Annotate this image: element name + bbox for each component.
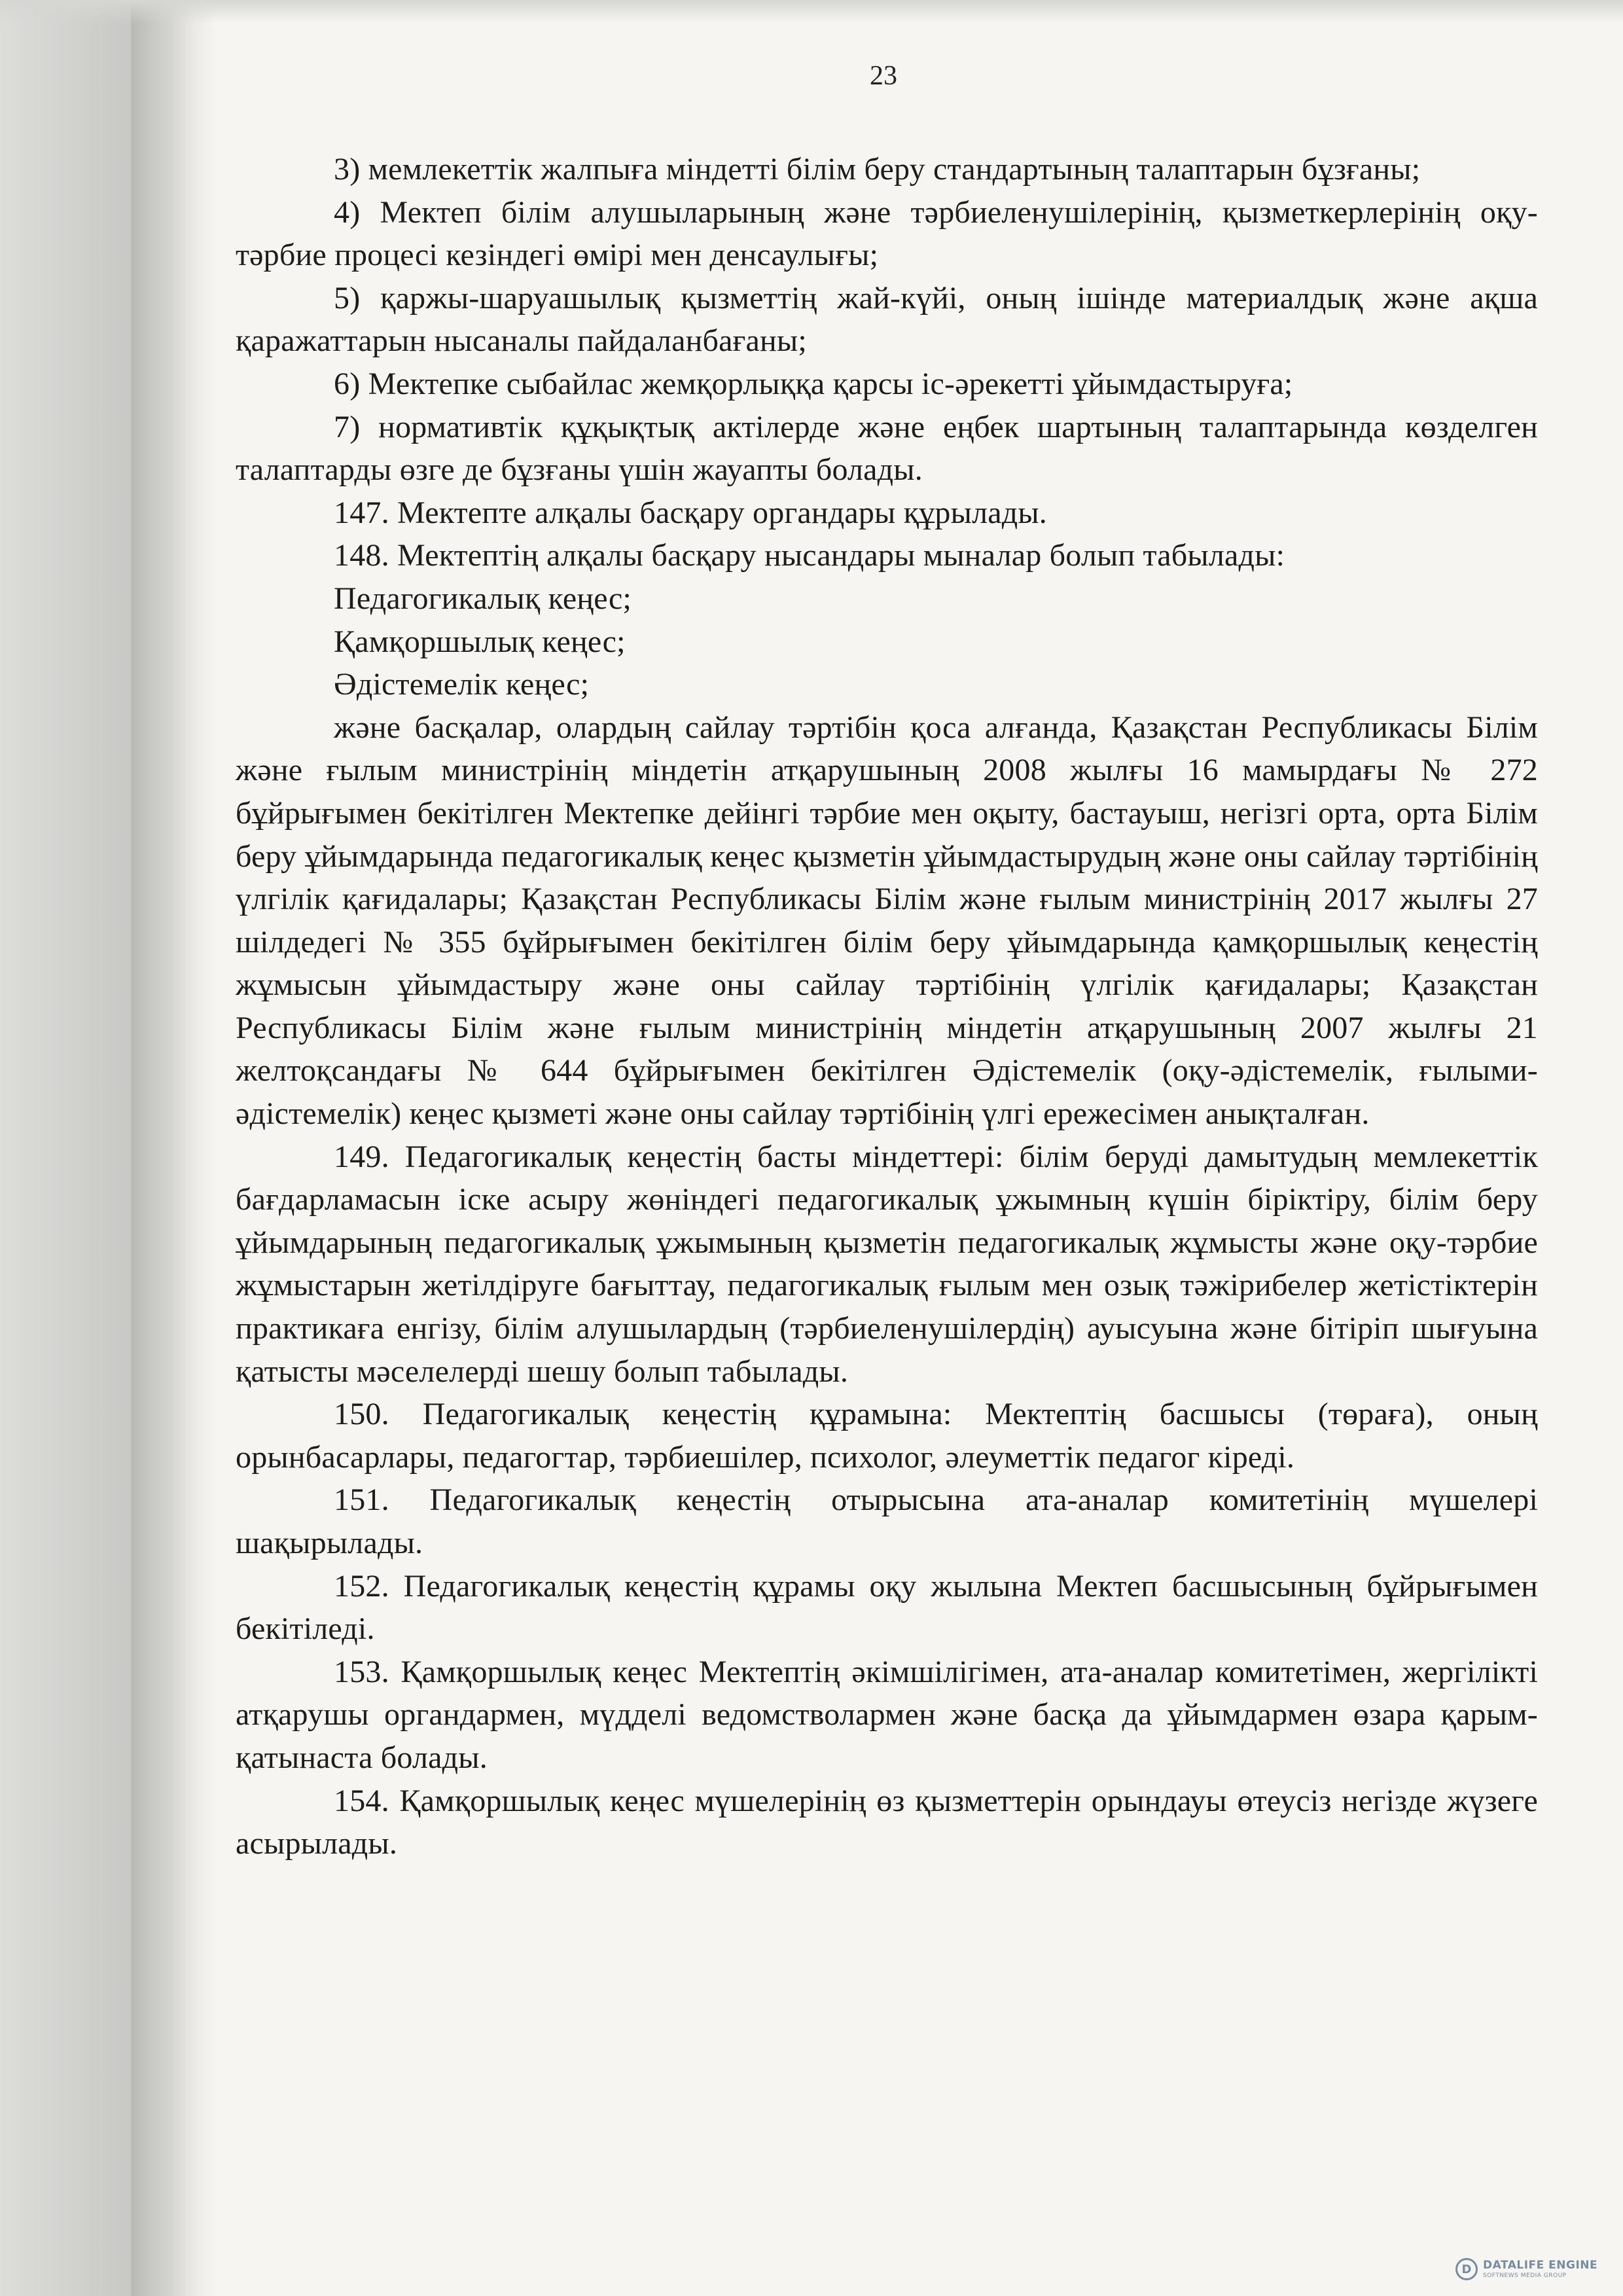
paragraph-151: 151. Педагогикалық кеңестің отырысына ата-аналар комитетінің мүшелері шақырылады.: [236, 1482, 1538, 1560]
document-body: [236, 148, 1538, 1865]
paragraph-item-6: 6) Мектепке сыбайлас жемқорлыққа қарсы іс-әрекетті ұйымдастыруға;: [334, 366, 1293, 401]
paragraph-item-5: 5) қаржы-шаруашылық қызметтің жай-күйі, оның ішінде материалдық және ақша қаражаттарын нысаналы пайдаланбағаны;: [236, 280, 1538, 359]
watermark: [1455, 2254, 1606, 2284]
paragraph-152: 152. Педагогикалық кеңестің құрамы оқу жылына Мектеп басшысының бұйрығымен бекітіледі.: [236, 1568, 1538, 1647]
paragraph-147: 147. Мектепте алқалы басқару органдары құрылады.: [334, 495, 1047, 530]
list-item-methodological-council: Әдістемелік кеңес;: [334, 667, 590, 702]
list-item-pedagogical-council: Педагогикалық кеңес;: [334, 581, 632, 616]
paragraph-148-continuation: және басқалар, олардың сайлау тәртібін қоса алғанда, Қазақстан Республикасы Білім және ғылым министрінің міндетін атқарушының 2008 жылғы 16 мамырдағы № 272 бұйрығымен бекітілген Мектепке дейінгі тәрбие мен оқыту, бастауыш, негізгі орта, орта Білім беру ұйымдарында педагогикалық кеңес қызметін ұйымдастырудың және оны сайлау тәртібінің үлгілік қағидалары; Қазақстан Республикасы Білім және ғылым министрінің 2017 жылғы 27 шілдедегі № 355 бұйрығымен бекітілген білім беру ұйымдарында қамқоршылық кеңестің жұмысын ұйымдастыру және оны сайлау тәртібінің үлгілік қағидалары; Қазақстан Республикасы Білім және ғылым министрінің міндетін атқарушының 2007 жылғы 21 желтоқсандағы № 644 бұйрығымен бекітілген Әдістемелік (оқу-әдістемелік, ғылыми-әдістемелік) кеңес қызметі және оны сайлау тәртібінің үлгі ережесімен анықталған.: [236, 709, 1538, 1132]
paragraph-item-3: 3) мемлекеттік жалпыға міндетті білім беру стандартының талаптарын бұзғаны;: [334, 152, 1421, 187]
watermark-subtitle: SOFTNEWS MEDIA GROUP: [1483, 2272, 1567, 2279]
paragraph-150: 150. Педагогикалық кеңестің құрамына: Мектептің басшысы (төраға), оның орынбасарлары, педагогтар, тәрбиешілер, психолог, әлеуметтік педагог кіреді.: [236, 1397, 1538, 1475]
paragraph-148: 148. Мектептің алқалы басқару нысандары мыналар болып табылады:: [334, 538, 1285, 573]
watermark-title: DATALIFE ENGINE: [1483, 2258, 1598, 2272]
paragraph-item-4: 4) Мектеп білім алушыларының және тәрбиеленушілерінің, қызметкерлерінің оқу-тәрбие процесі кезіндегі өмірі мен денсаулығы;: [236, 194, 1538, 273]
watermark-logo-icon: D: [1455, 2258, 1478, 2280]
watermark-text: [1483, 2260, 1597, 2279]
page-number: 23: [870, 61, 897, 91]
paragraph-153: 153. Қамқоршылық кеңес Мектептің әкімшілігімен, ата-аналар комитетімен, жергілікті атқарушы органдармен, мүдделі ведомстволармен және басқа да ұйымдармен өзара қарым-қатынаста болады.: [236, 1654, 1538, 1775]
paragraph-149: 149. Педагогикалық кеңестің басты міндеттері: білім беруді дамытудың мемлекеттік бағдарламасын іске асыру жөніндегі педагогикалық ұжымның күшін біріктіру, білім беру ұйымдарының педагогикалық ұжымының қызметін педагогикалық жұмысты және оқу-тәрбие жұмыстарын жетілдіруге бағыттау, педагогикалық ғылым мен озық тәжірибелер жетістіктерін практикаға енгізу, білім алушылардың (тәрбиеленушілердің) ауысуына және бітіріп шығуына қатысты мәселелерді шешу болып табылады.: [236, 1139, 1538, 1389]
paragraph-item-7: 7) нормативтік құқықтық актілерде және еңбек шартының талаптарында көзделген талаптарды өзге де бұзғаны үшін жауапты болады.: [236, 409, 1538, 488]
list-item-board-of-trustees: Қамқоршылық кеңес;: [334, 624, 626, 659]
paragraph-154: 154. Қамқоршылық кеңес мүшелерінің өз қызметтерін орындауы өтеусіз негізде жүзеге асырылады.: [236, 1783, 1538, 1861]
